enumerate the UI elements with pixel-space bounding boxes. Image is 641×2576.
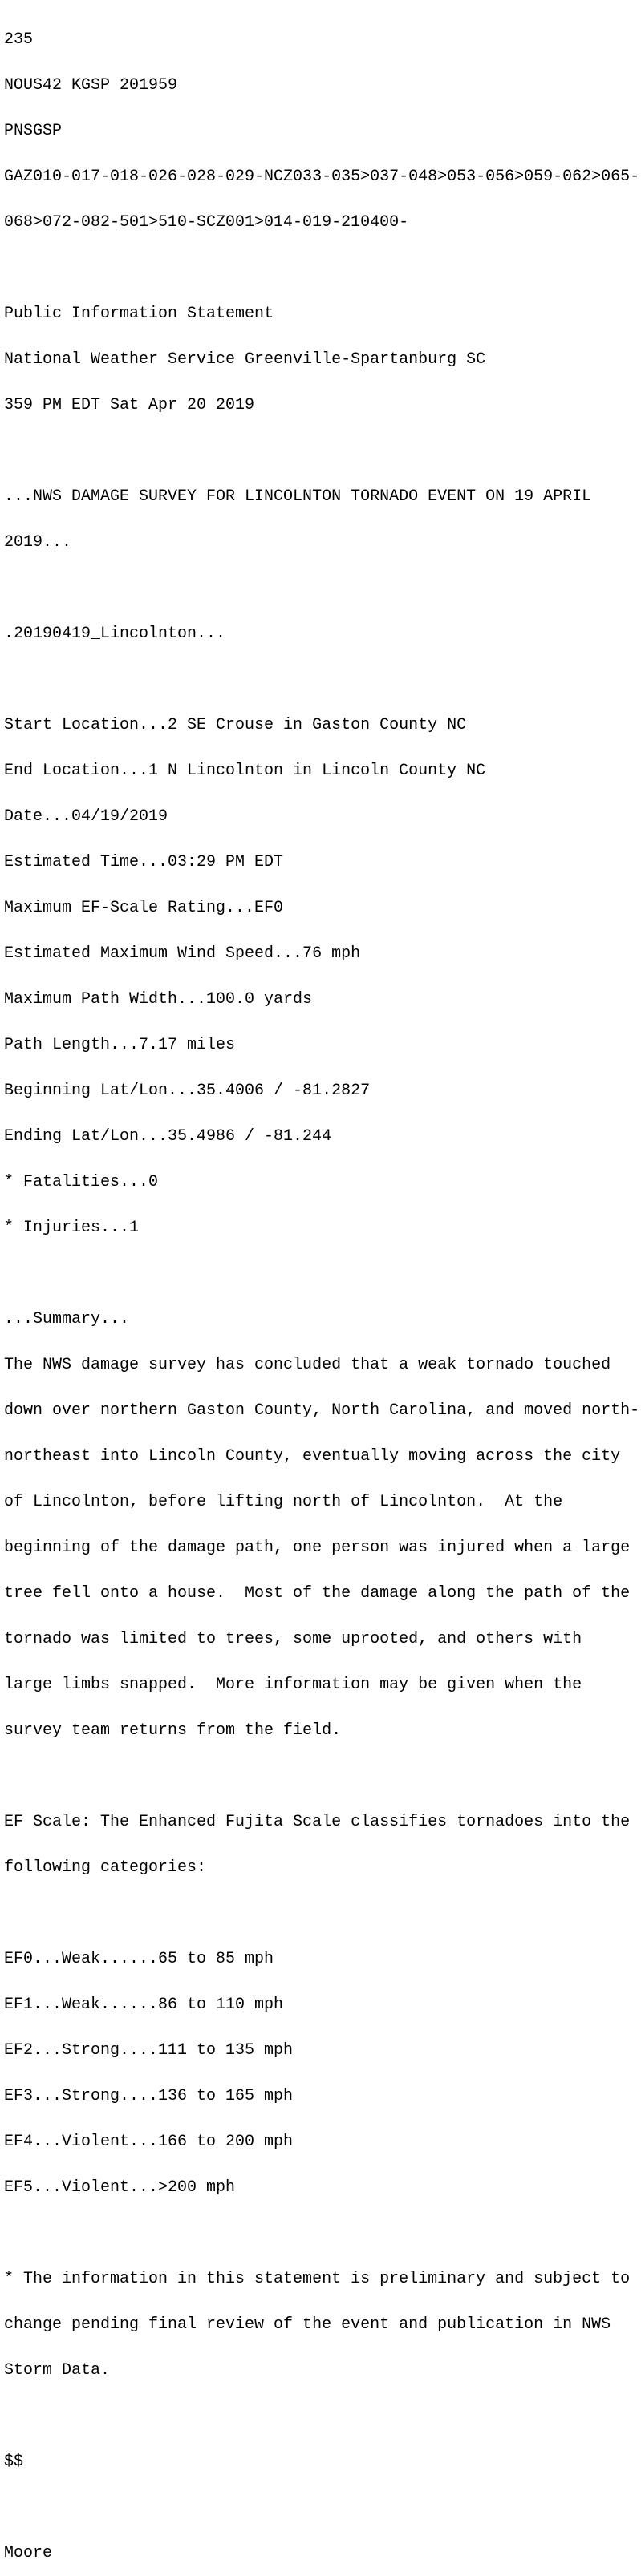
blank-line	[4, 2408, 641, 2424]
headline-line-1: ...NWS DAMAGE SURVEY FOR LINCOLNTON TORNADO EVENT ON 19 APRIL	[4, 487, 592, 506]
summary-line: The NWS damage survey has concluded that a weak tornado touched	[4, 1356, 611, 1374]
issue-time: 359 PM EDT Sat Apr 20 2019	[4, 396, 255, 415]
product-title: Public Information Statement	[4, 305, 274, 323]
event-detail-time: Estimated Time...03:29 PM EDT	[4, 853, 284, 871]
ef-scale-category: EF3...Strong....136 to 165 mph	[4, 2087, 294, 2105]
ef-scale-category: EF2...Strong....111 to 135 mph	[4, 2041, 294, 2060]
zone-codes-line-1: GAZ010-017-018-026-028-029-NCZ033-035>037-048>053-056>059-062>065-	[4, 168, 640, 186]
blank-line	[4, 1769, 641, 1784]
wmo-header: NOUS42 KGSP 201959	[4, 76, 178, 95]
ef-scale-category: EF1...Weak......86 to 110 mph	[4, 1996, 284, 2014]
summary-line: tree fell onto a house. Most of the damage along the path of the	[4, 1584, 631, 1603]
ef-scale-category: EF5...Violent...>200 mph	[4, 2178, 236, 2197]
event-detail-end-location: End Location...1 N Lincolnton in Lincoln County NC	[4, 762, 486, 780]
event-detail-date: Date...04/19/2019	[4, 807, 168, 826]
issuing-office: National Weather Service Greenville-Spartanburg SC	[4, 350, 486, 369]
event-detail-wind-speed: Estimated Maximum Wind Speed...76 mph	[4, 944, 361, 963]
summary-line: tornado was limited to trees, some uprooted, and others with	[4, 1630, 582, 1648]
ef-scale-category: EF0...Weak......65 to 85 mph	[4, 1950, 274, 1968]
summary-line: northeast into Lincoln County, eventually moving across the city	[4, 1447, 621, 1466]
summary-line: down over northern Gaston County, North Carolina, and moved north-	[4, 1401, 640, 1420]
blank-line	[4, 261, 641, 276]
ef-scale-intro-line: following categories:	[4, 1858, 207, 1877]
blank-line	[4, 2226, 641, 2241]
nws-statement-document	[4, 2, 641, 2576]
headline-line-2: 2019...	[4, 533, 72, 552]
summary-line: beginning of the damage path, one person was injured when a large	[4, 1539, 631, 1557]
blank-line	[4, 580, 641, 596]
disclaimer-line: Storm Data.	[4, 2361, 111, 2380]
event-detail-path-length: Path Length...7.17 miles	[4, 1036, 236, 1054]
zone-codes-line-2: 068>072-082-501>510-SCZ001>014-019-210400-	[4, 213, 409, 232]
summary-heading: ...Summary...	[4, 1310, 130, 1328]
summary-line: of Lincolnton, before lifting north of Lincolnton. At the	[4, 1493, 563, 1511]
event-detail-path-width: Maximum Path Width...100.0 yards	[4, 990, 313, 1009]
awips-id: PNSGSP	[4, 122, 63, 140]
product-terminator: $$	[4, 2453, 24, 2471]
blank-line	[4, 2500, 641, 2515]
disclaimer-line: * The information in this statement is preliminary and subject to	[4, 2270, 631, 2288]
event-detail-end-latlon: Ending Lat/Lon...35.4986 / -81.244	[4, 1127, 332, 1146]
summary-line: survey team returns from the field.	[4, 1721, 342, 1740]
event-detail-fatalities: * Fatalities...0	[4, 1173, 159, 1191]
disclaimer-line: change pending final review of the event and publication in NWS	[4, 2315, 611, 2334]
summary-line: large limbs snapped. More information may be given when the	[4, 1676, 582, 1694]
event-detail-start-location: Start Location...2 SE Crouse in Gaston County NC	[4, 716, 467, 734]
event-detail-ef-rating: Maximum EF-Scale Rating...EF0	[4, 899, 284, 917]
event-detail-injuries: * Injuries...1	[4, 1219, 140, 1237]
ef-scale-category: EF4...Violent...166 to 200 mph	[4, 2133, 294, 2151]
blank-line	[4, 1906, 641, 1921]
blank-line	[4, 1266, 641, 1281]
event-detail-begin-latlon: Beginning Lat/Lon...35.4006 / -81.2827	[4, 1082, 371, 1100]
ef-scale-intro-line: EF Scale: The Enhanced Fujita Scale classifies tornadoes into the	[4, 1813, 631, 1831]
author-signature: Moore	[4, 2544, 53, 2562]
event-id: .20190419_Lincolnton...	[4, 625, 226, 643]
blank-line	[4, 672, 641, 687]
product-id-number: 235	[4, 30, 34, 49]
blank-line	[4, 443, 641, 459]
